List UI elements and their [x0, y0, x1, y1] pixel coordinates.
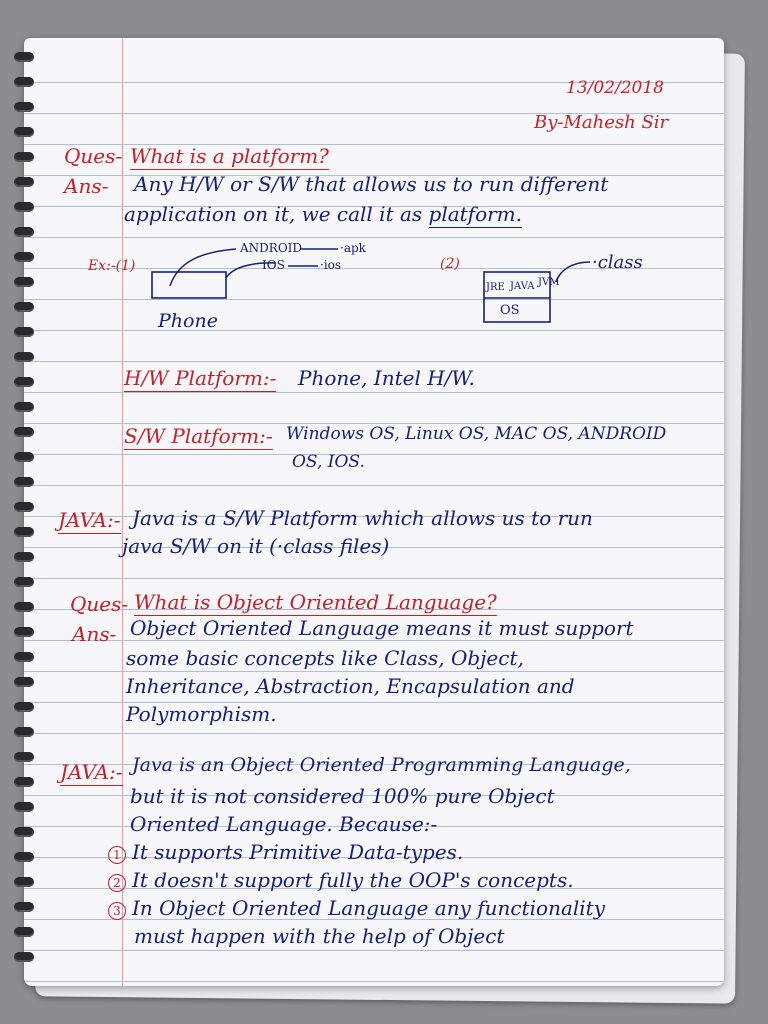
java-2-line-2: but it is not considered 100% pure Object — [130, 784, 555, 808]
answer-2-line-3: Inheritance, Abstraction, Encapsulation and — [126, 674, 575, 698]
java-2-line-1: Java is an Object Oriented Programming Language, — [132, 754, 631, 776]
date: 13/02/2018 — [566, 78, 664, 98]
ques-label-2: Ques- — [70, 592, 129, 616]
example-label: Ex:-(1) — [88, 258, 136, 274]
point-1 — [108, 840, 463, 864]
sw-platform-value-2: OS, IOS. — [292, 452, 365, 472]
java-1-line-2: java S/W on it (·class files) — [122, 534, 390, 558]
java-label: JAVA — [510, 281, 535, 292]
class-label: ·class — [592, 252, 643, 273]
point-number: 2 — [108, 874, 126, 892]
ios-label: IOS — [262, 258, 285, 272]
question-2: What is Object Oriented Language? — [134, 590, 497, 614]
answer-2-line-1: Object Oriented Language means it must support — [130, 616, 634, 640]
android-label: ANDROID — [240, 241, 303, 255]
jre-label: JRE — [486, 282, 505, 293]
jvm-label: JVM — [538, 277, 560, 288]
point-3 — [108, 896, 605, 920]
point-text: In Object Oriented Language any functionality — [132, 896, 605, 920]
point-text: It supports Primitive Data-types. — [132, 840, 464, 864]
os-label: OS — [500, 303, 520, 318]
point-number: 3 — [108, 902, 126, 920]
hw-platform-label: H/W Platform:- — [124, 366, 277, 390]
sw-platform-label: S/W Platform:- — [124, 424, 273, 448]
point-text: It doesn't support fully the OOP's concepts. — [132, 868, 574, 892]
java-1-line-1: Java is a S/W Platform which allows us to run — [132, 506, 593, 530]
ios-ext-label: ·ios — [320, 258, 342, 272]
java-2-line-3: Oriented Language. Because:- — [130, 812, 438, 836]
hw-platform-value: Phone, Intel H/W. — [298, 366, 475, 390]
java-2-last-line: must happen with the help of Object — [134, 924, 505, 948]
point-2 — [108, 868, 574, 892]
sw-platform-value-1: Windows OS, Linux OS, MAC OS, ANDROID — [286, 424, 667, 444]
ques-label: Ques- — [64, 144, 123, 168]
question-1: What is a platform? — [130, 144, 329, 168]
point-number: 1 — [108, 846, 126, 864]
answer-2-line-4: Polymorphism. — [126, 702, 277, 726]
ans-label: Ans- — [64, 174, 109, 198]
answer-1-line-2-text: application on it, we call it as — [124, 202, 429, 226]
ans-label-2: Ans- — [72, 622, 117, 646]
apk-label: ·apk — [340, 241, 366, 255]
author: By-Mahesh Sir — [534, 112, 669, 133]
platform-word: platform. — [428, 202, 523, 226]
answer-1-line-1: Any H/W or S/W that allows us to run different — [134, 172, 609, 196]
answer-2-line-2: some basic concepts like Class, Object, — [126, 646, 524, 670]
java-label-1: JAVA:- — [58, 508, 121, 532]
java-label-2: JAVA:- — [60, 760, 123, 784]
phone-label: Phone — [158, 310, 218, 332]
example-2-label: (2) — [440, 256, 460, 272]
